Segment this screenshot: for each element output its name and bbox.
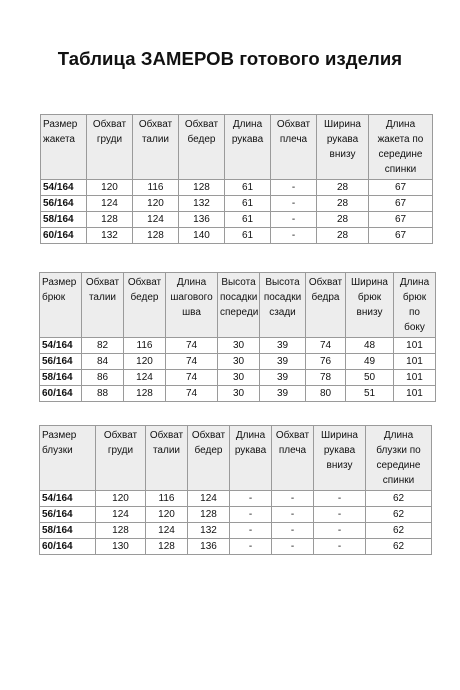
value-cell: 128 (188, 507, 230, 523)
value-cell: - (271, 228, 317, 244)
value-cell: 74 (166, 354, 218, 370)
size-cell: 58/164 (40, 370, 82, 386)
value-cell: 61 (225, 196, 271, 212)
column-header (306, 273, 346, 338)
column-header (146, 426, 188, 491)
trousers-measurements-table (39, 272, 436, 402)
value-cell: 136 (179, 212, 225, 228)
table-row (41, 228, 433, 244)
value-cell: 61 (225, 228, 271, 244)
value-cell: - (314, 507, 366, 523)
value-cell: - (272, 507, 314, 523)
column-header (96, 426, 146, 491)
column-header-line: боку (404, 322, 425, 333)
column-header (271, 115, 317, 180)
value-cell: 39 (260, 386, 306, 402)
value-cell: 101 (394, 338, 436, 354)
value-cell: 130 (96, 539, 146, 555)
value-cell: 74 (166, 338, 218, 354)
table-row (40, 386, 436, 402)
value-cell: - (230, 507, 272, 523)
column-header (124, 273, 166, 338)
size-cell: 56/164 (40, 354, 82, 370)
value-cell: 120 (133, 196, 179, 212)
value-cell: 128 (96, 523, 146, 539)
column-header-line: Обхват (127, 277, 162, 288)
value-cell: 28 (317, 196, 369, 212)
column-header-line: Ширина (351, 277, 388, 288)
table-row (40, 507, 432, 523)
value-cell: 62 (366, 507, 432, 523)
column-header-line: рукава (323, 445, 356, 456)
value-cell: - (271, 196, 317, 212)
column-header (346, 273, 394, 338)
value-cell: 128 (179, 180, 225, 196)
value-cell: 74 (166, 386, 218, 402)
value-cell: 82 (82, 338, 124, 354)
value-cell: 101 (394, 386, 436, 402)
column-header-line: Обхват (191, 430, 226, 441)
column-header-line: спинки (382, 475, 415, 486)
value-cell: - (271, 212, 317, 228)
column-header (87, 115, 133, 180)
size-cell: 56/164 (40, 507, 96, 523)
column-header-line: рукава (234, 445, 267, 456)
value-cell: 116 (124, 338, 166, 354)
column-header (218, 273, 260, 338)
value-cell: 124 (133, 212, 179, 228)
value-cell: 30 (218, 338, 260, 354)
column-header-line: Размер (42, 430, 77, 441)
column-header-line: Размер (43, 119, 78, 130)
column-header-line: талии (152, 445, 181, 456)
size-cell: 60/164 (40, 539, 96, 555)
column-header-line: сзади (269, 307, 296, 318)
column-header-line: шагового (170, 292, 213, 303)
jacket-measurements-table (40, 114, 433, 244)
value-cell: - (230, 491, 272, 507)
page-title: Таблица ЗАМЕРОВ готового изделия (57, 48, 403, 69)
column-header (166, 273, 218, 338)
column-header-line: посадки (263, 292, 302, 303)
column-header-line: Обхват (149, 430, 184, 441)
value-cell: 136 (188, 539, 230, 555)
column-header-line: Высота (221, 277, 256, 288)
value-cell: 124 (146, 523, 188, 539)
value-cell: - (272, 491, 314, 507)
value-cell: 39 (260, 354, 306, 370)
value-cell: 74 (166, 370, 218, 386)
value-cell: - (272, 539, 314, 555)
value-cell: - (230, 523, 272, 539)
column-header-line: Обхват (103, 430, 138, 441)
value-cell: 124 (124, 370, 166, 386)
table-row (41, 180, 433, 196)
value-cell: 49 (346, 354, 394, 370)
column-header-line: Обхват (184, 119, 219, 130)
value-cell: 120 (146, 507, 188, 523)
column-header-line: груди (96, 134, 123, 145)
value-cell: 124 (87, 196, 133, 212)
column-header-line: жакета по (377, 134, 424, 145)
size-cell: 58/164 (40, 523, 96, 539)
value-cell: 67 (369, 196, 433, 212)
column-header (179, 115, 225, 180)
column-header-line: Размер (42, 277, 77, 288)
value-cell: 124 (96, 507, 146, 523)
value-cell: 61 (225, 180, 271, 196)
column-header-line: спереди (220, 307, 259, 318)
column-header-line: брюк (402, 292, 427, 303)
column-header-line: середине (378, 149, 423, 160)
table-header-row (41, 115, 433, 180)
column-header (260, 273, 306, 338)
column-header-line: Ширина (321, 430, 358, 441)
column-header-line: внизу (356, 307, 383, 318)
value-cell: - (314, 491, 366, 507)
size-cell: 58/164 (41, 212, 87, 228)
column-header-line: внизу (326, 460, 353, 471)
column-header (40, 273, 82, 338)
column-header (230, 426, 272, 491)
size-cell: 54/164 (41, 180, 87, 196)
column-header-line: Обхват (276, 119, 311, 130)
column-header-line: талии (141, 134, 170, 145)
table-header-row (40, 273, 436, 338)
table-row (41, 212, 433, 228)
table-row (40, 491, 432, 507)
value-cell: 28 (317, 212, 369, 228)
column-header-line: рукава (326, 134, 359, 145)
size-cell: 60/164 (41, 228, 87, 244)
column-header-line: Ширина (324, 119, 361, 130)
value-cell: 140 (179, 228, 225, 244)
value-cell: 88 (82, 386, 124, 402)
value-cell: - (314, 523, 366, 539)
column-header (314, 426, 366, 491)
table-header-row (40, 426, 432, 491)
value-cell: 67 (369, 212, 433, 228)
column-header-line: посадки (220, 292, 258, 303)
table-row (40, 539, 432, 555)
value-cell: 128 (87, 212, 133, 228)
column-header-line: Длина (232, 119, 263, 130)
column-header (394, 273, 436, 338)
value-cell: - (271, 180, 317, 196)
column-header (272, 426, 314, 491)
value-cell: 86 (82, 370, 124, 386)
value-cell: 39 (260, 370, 306, 386)
size-cell: 60/164 (40, 386, 82, 402)
size-cell: 56/164 (41, 196, 87, 212)
value-cell: 120 (87, 180, 133, 196)
column-header-line: Длина (383, 430, 414, 441)
column-header (225, 115, 271, 180)
column-header-line: блузки (42, 445, 73, 456)
column-header-line: брюк (42, 292, 66, 303)
column-header-line: по (409, 307, 420, 318)
column-header-line: бедер (194, 445, 223, 456)
column-header-line: талии (88, 292, 117, 303)
value-cell: 132 (188, 523, 230, 539)
column-header (40, 426, 96, 491)
value-cell: 62 (366, 523, 432, 539)
value-cell: 132 (179, 196, 225, 212)
value-cell: 78 (306, 370, 346, 386)
column-header-line: Обхват (92, 119, 127, 130)
column-header-line: внизу (329, 149, 356, 160)
column-header-line: Обхват (138, 119, 173, 130)
value-cell: 28 (317, 228, 369, 244)
value-cell: 124 (188, 491, 230, 507)
size-cell: 54/164 (40, 491, 96, 507)
table-row (40, 370, 436, 386)
value-cell: 61 (225, 212, 271, 228)
value-cell: 48 (346, 338, 394, 354)
column-header-line: жакета (43, 134, 75, 145)
column-header (82, 273, 124, 338)
value-cell: 120 (124, 354, 166, 370)
value-cell: 116 (146, 491, 188, 507)
column-header (133, 115, 179, 180)
column-header-line: Высота (265, 277, 300, 288)
column-header-line: груди (107, 445, 134, 456)
value-cell: 74 (306, 338, 346, 354)
value-cell: 101 (394, 354, 436, 370)
table-row (40, 354, 436, 370)
column-header-line: бедра (311, 292, 340, 303)
value-cell: 128 (124, 386, 166, 402)
column-header (317, 115, 369, 180)
column-header-line: брюк (357, 292, 382, 303)
value-cell: - (272, 523, 314, 539)
column-header-line: бедер (130, 292, 159, 303)
value-cell: 128 (146, 539, 188, 555)
value-cell: 67 (369, 180, 433, 196)
value-cell: 76 (306, 354, 346, 370)
column-header-line: Обхват (85, 277, 120, 288)
value-cell: 101 (394, 370, 436, 386)
column-header-line: Длина (399, 277, 430, 288)
value-cell: 84 (82, 354, 124, 370)
value-cell: 30 (218, 370, 260, 386)
column-header-line: Длина (385, 119, 416, 130)
value-cell: 51 (346, 386, 394, 402)
column-header (369, 115, 433, 180)
column-header-line: шва (182, 307, 201, 318)
column-header (366, 426, 432, 491)
value-cell: 128 (133, 228, 179, 244)
size-cell: 54/164 (40, 338, 82, 354)
column-header-line: плеча (279, 134, 308, 145)
column-header-line: Длина (235, 430, 266, 441)
column-header-line: спинки (384, 164, 417, 175)
value-cell: 50 (346, 370, 394, 386)
table-row (41, 196, 433, 212)
value-cell: 132 (87, 228, 133, 244)
value-cell: 28 (317, 180, 369, 196)
value-cell: 39 (260, 338, 306, 354)
table-row (40, 338, 436, 354)
value-cell: 120 (96, 491, 146, 507)
column-header-line: Обхват (308, 277, 343, 288)
table-row (40, 523, 432, 539)
column-header-line: рукава (231, 134, 264, 145)
blouse-measurements-table (39, 425, 432, 555)
value-cell: - (314, 539, 366, 555)
value-cell: 80 (306, 386, 346, 402)
value-cell: 116 (133, 180, 179, 196)
value-cell: 62 (366, 539, 432, 555)
column-header-line: Обхват (275, 430, 310, 441)
value-cell: - (230, 539, 272, 555)
column-header-line: плеча (278, 445, 307, 456)
column-header-line: Длина (176, 277, 207, 288)
column-header (188, 426, 230, 491)
value-cell: 30 (218, 386, 260, 402)
value-cell: 30 (218, 354, 260, 370)
column-header (41, 115, 87, 180)
column-header-line: середине (376, 460, 421, 471)
column-header-line: бедер (187, 134, 216, 145)
value-cell: 67 (369, 228, 433, 244)
column-header-line: блузки по (376, 445, 421, 456)
value-cell: 62 (366, 491, 432, 507)
